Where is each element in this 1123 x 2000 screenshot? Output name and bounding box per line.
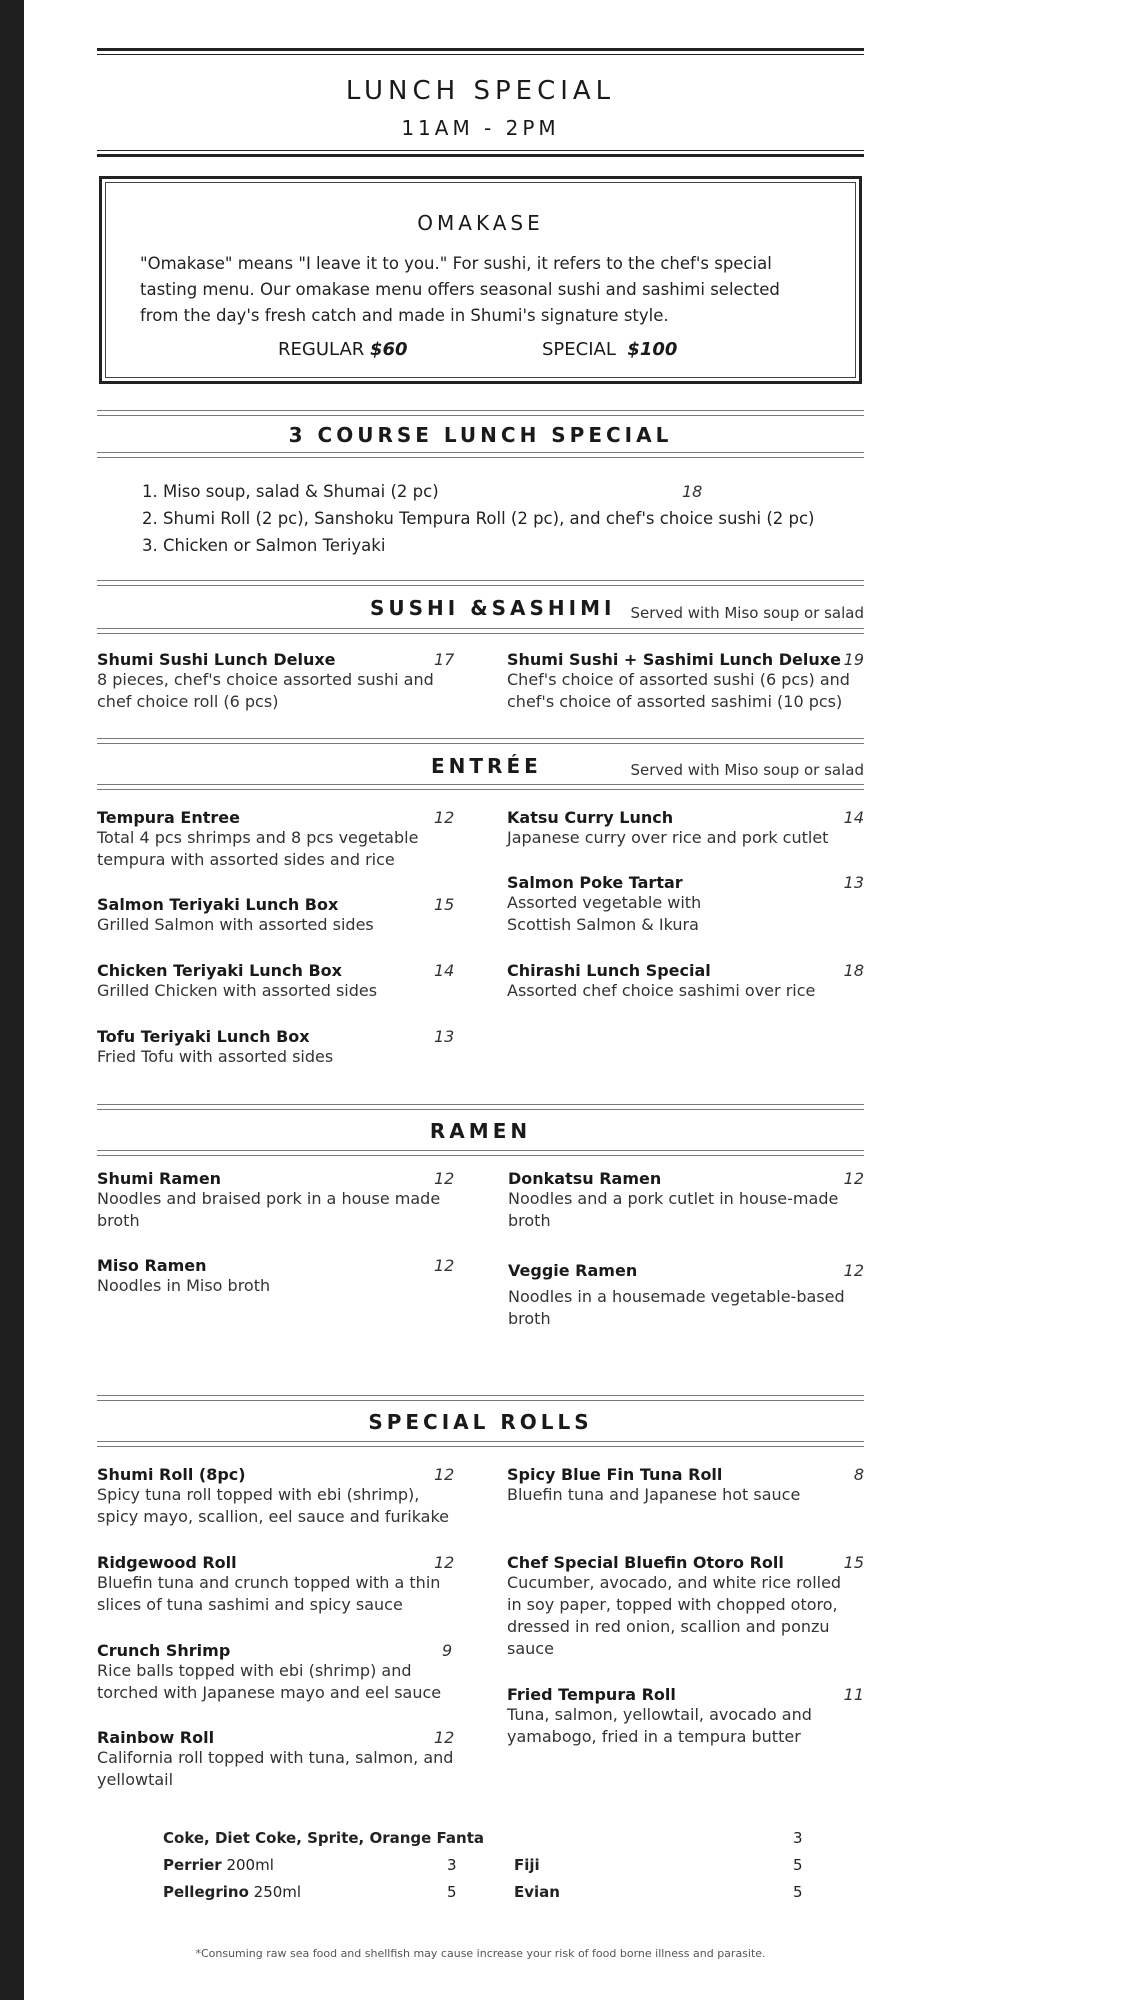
header-bottom-rule (97, 150, 864, 157)
menu-item: Donkatsu Ramen Noodles and a pork cutlet in house-made broth (508, 1169, 839, 1230)
item-price: 19 (843, 650, 864, 669)
menu-item: Shumi Sushi Lunch Deluxe 8 pieces, chef's choice assorted sushi and chef choice roll (6 pcs) (97, 650, 434, 711)
beverage-pellegrino: Pellegrino 250ml (163, 1883, 302, 1901)
item-price: 9 (442, 1641, 453, 1660)
omakase-special: SPECIAL $100 (542, 339, 678, 360)
beverage-price: 5 (793, 1856, 803, 1874)
sushi-served-note: Served with Miso soup or salad (630, 604, 864, 622)
menu-item: Shumi Ramen Noodles and braised pork in a house made broth (97, 1169, 441, 1230)
menu-item: Chicken Teriyaki Lunch Box Grilled Chicken with assorted sides (97, 961, 378, 1000)
item-price: 12 (434, 1465, 455, 1484)
sushi-title: SUSHI &SASHIMI (370, 596, 616, 620)
course-item: 3. Chicken or Salmon Teriyaki (142, 536, 386, 555)
beverage-perrier: Perrier 200ml (163, 1856, 274, 1874)
menu-item: Salmon Poke Tartar Assorted vegetable with Scottish Salmon & Ikura (507, 873, 702, 934)
item-price: 17 (434, 650, 455, 669)
item-price: 11 (843, 1685, 864, 1704)
item-price: 12 (434, 1728, 455, 1747)
course-items (142, 478, 862, 559)
sushi-bottom-rule (97, 628, 864, 634)
menu-item: Tempura Entree Total 4 pcs shrimps and 8 pcs vegetable tempura with assorted sides and rice (97, 808, 419, 869)
beverage-fiji: Fiji (514, 1856, 540, 1874)
course-top-rule (97, 410, 864, 416)
entree-title: ENTRÉE (431, 754, 542, 778)
menu-item: Katsu Curry Lunch Japanese curry over rice and pork cutlet (507, 808, 829, 847)
ramen-bottom-rule (97, 1150, 864, 1156)
item-price: 13 (434, 1027, 455, 1046)
lunch-hours: 11AM - 2PM (401, 116, 560, 140)
menu-item: Miso Ramen Noodles in Miso broth (97, 1256, 271, 1295)
item-price: 12 (434, 1169, 455, 1188)
menu-item: Shumi Sushi + Sashimi Lunch Deluxe Chef's choice of assorted sushi (6 pcs) and chef's choice of assorted sashimi (10 pcs) (507, 650, 850, 711)
beverage-price: 3 (793, 1829, 803, 1847)
item-price: 18 (843, 961, 864, 980)
entree-bottom-rule (97, 784, 864, 790)
item-price: 13 (843, 873, 864, 892)
menu-item: Crunch Shrimp Rice balls topped with ebi (shrimp) and torched with Japanese mayo and eel sauce (97, 1641, 442, 1702)
menu-item: Ridgewood Roll Bluefin tuna and crunch topped with a thin slices of tuna sashimi and spicy sauce (97, 1553, 441, 1614)
rolls-bottom-rule (97, 1441, 864, 1447)
course-title: 3 COURSE LUNCH SPECIAL (288, 423, 673, 447)
beverage-evian: Evian (514, 1883, 560, 1901)
item-price: 12 (434, 1256, 455, 1275)
item-price: 8 (853, 1465, 864, 1484)
item-price: 15 (843, 1553, 864, 1572)
sushi-top-rule (97, 580, 864, 586)
entree-top-rule (97, 738, 864, 744)
item-price: 15 (434, 895, 455, 914)
footnote: *Consuming raw sea food and shellfish may cause increase your risk of food borne illness and parasite. (195, 1947, 766, 1960)
menu-item: Veggie Ramen Noodles in a housemade vegetable-based broth (508, 1261, 845, 1328)
course-item: 1. Miso soup, salad & Shumai (2 pc) (142, 482, 439, 501)
omakase-description: "Omakase" means "I leave it to you." For sushi, it refers to the chef's special tasting menu. Our omakase menu offers seasonal sushi and sashimi selected from the day's fresh catch and made in Shumi's signature style. (140, 254, 780, 325)
omakase-regular-price: $60 (370, 339, 408, 360)
ramen-title: RAMEN (429, 1119, 532, 1143)
course-item: 2. Shumi Roll (2 pc), Sanshoku Tempura Roll (2 pc), and chef's choice sushi (2 pc) (142, 509, 815, 528)
left-dark-bar (0, 0, 24, 2000)
menu-item: Shumi Roll (8pc) Spicy tuna roll topped with ebi (shrimp), spicy mayo, scallion, eel sauce and furikake (97, 1465, 450, 1526)
menu-item: Tofu Teriyaki Lunch Box Fried Tofu with assorted sides (97, 1027, 334, 1066)
omakase-special-price: $100 (627, 339, 678, 360)
item-price: 14 (434, 961, 455, 980)
course-bottom-rule (97, 452, 864, 458)
omakase-title: OMAKASE (417, 211, 544, 235)
item-price: 12 (843, 1261, 864, 1280)
menu-item: Rainbow Roll California roll topped with tuna, salmon, and yellowtail (97, 1728, 454, 1789)
header-top-rule (97, 48, 864, 55)
ramen-top-rule (97, 1104, 864, 1110)
page-title: LUNCH SPECIAL (345, 76, 616, 106)
menu-item: Salmon Teriyaki Lunch Box Grilled Salmon with assorted sides (97, 895, 374, 934)
menu-item: Chef Special Bluefin Otoro Roll Cucumber, avocado, and white rice rolled in soy paper, topped with chopped otoro, dressed in red onion, scallion and ponzu sauce (507, 1553, 842, 1658)
item-price: 12 (843, 1169, 864, 1188)
item-price: 14 (843, 808, 864, 827)
item-price: 12 (434, 808, 455, 827)
beverage-price: 5 (447, 1883, 457, 1901)
omakase-box (99, 176, 862, 384)
omakase-regular: REGULAR $60 (278, 339, 408, 360)
entree-served-note: Served with Miso soup or salad (630, 761, 864, 779)
rolls-title: SPECIAL ROLLS (368, 1410, 593, 1434)
beverage-price: 5 (793, 1883, 803, 1901)
item-price: 12 (434, 1553, 455, 1572)
beverage-soda: Coke, Diet Coke, Sprite, Orange Fanta (163, 1829, 485, 1847)
beverage-price: 3 (447, 1856, 457, 1874)
menu-item: Chirashi Lunch Special Assorted chef choice sashimi over rice (507, 961, 816, 1000)
rolls-top-rule (97, 1395, 864, 1401)
menu-item: Spicy Blue Fin Tuna Roll Bluefin tuna and Japanese hot sauce (507, 1465, 801, 1504)
course-price: 18 (682, 482, 703, 501)
menu-item: Fried Tempura Roll Tuna, salmon, yellowtail, avocado and yamabogo, fried in a tempura butter (507, 1685, 812, 1746)
